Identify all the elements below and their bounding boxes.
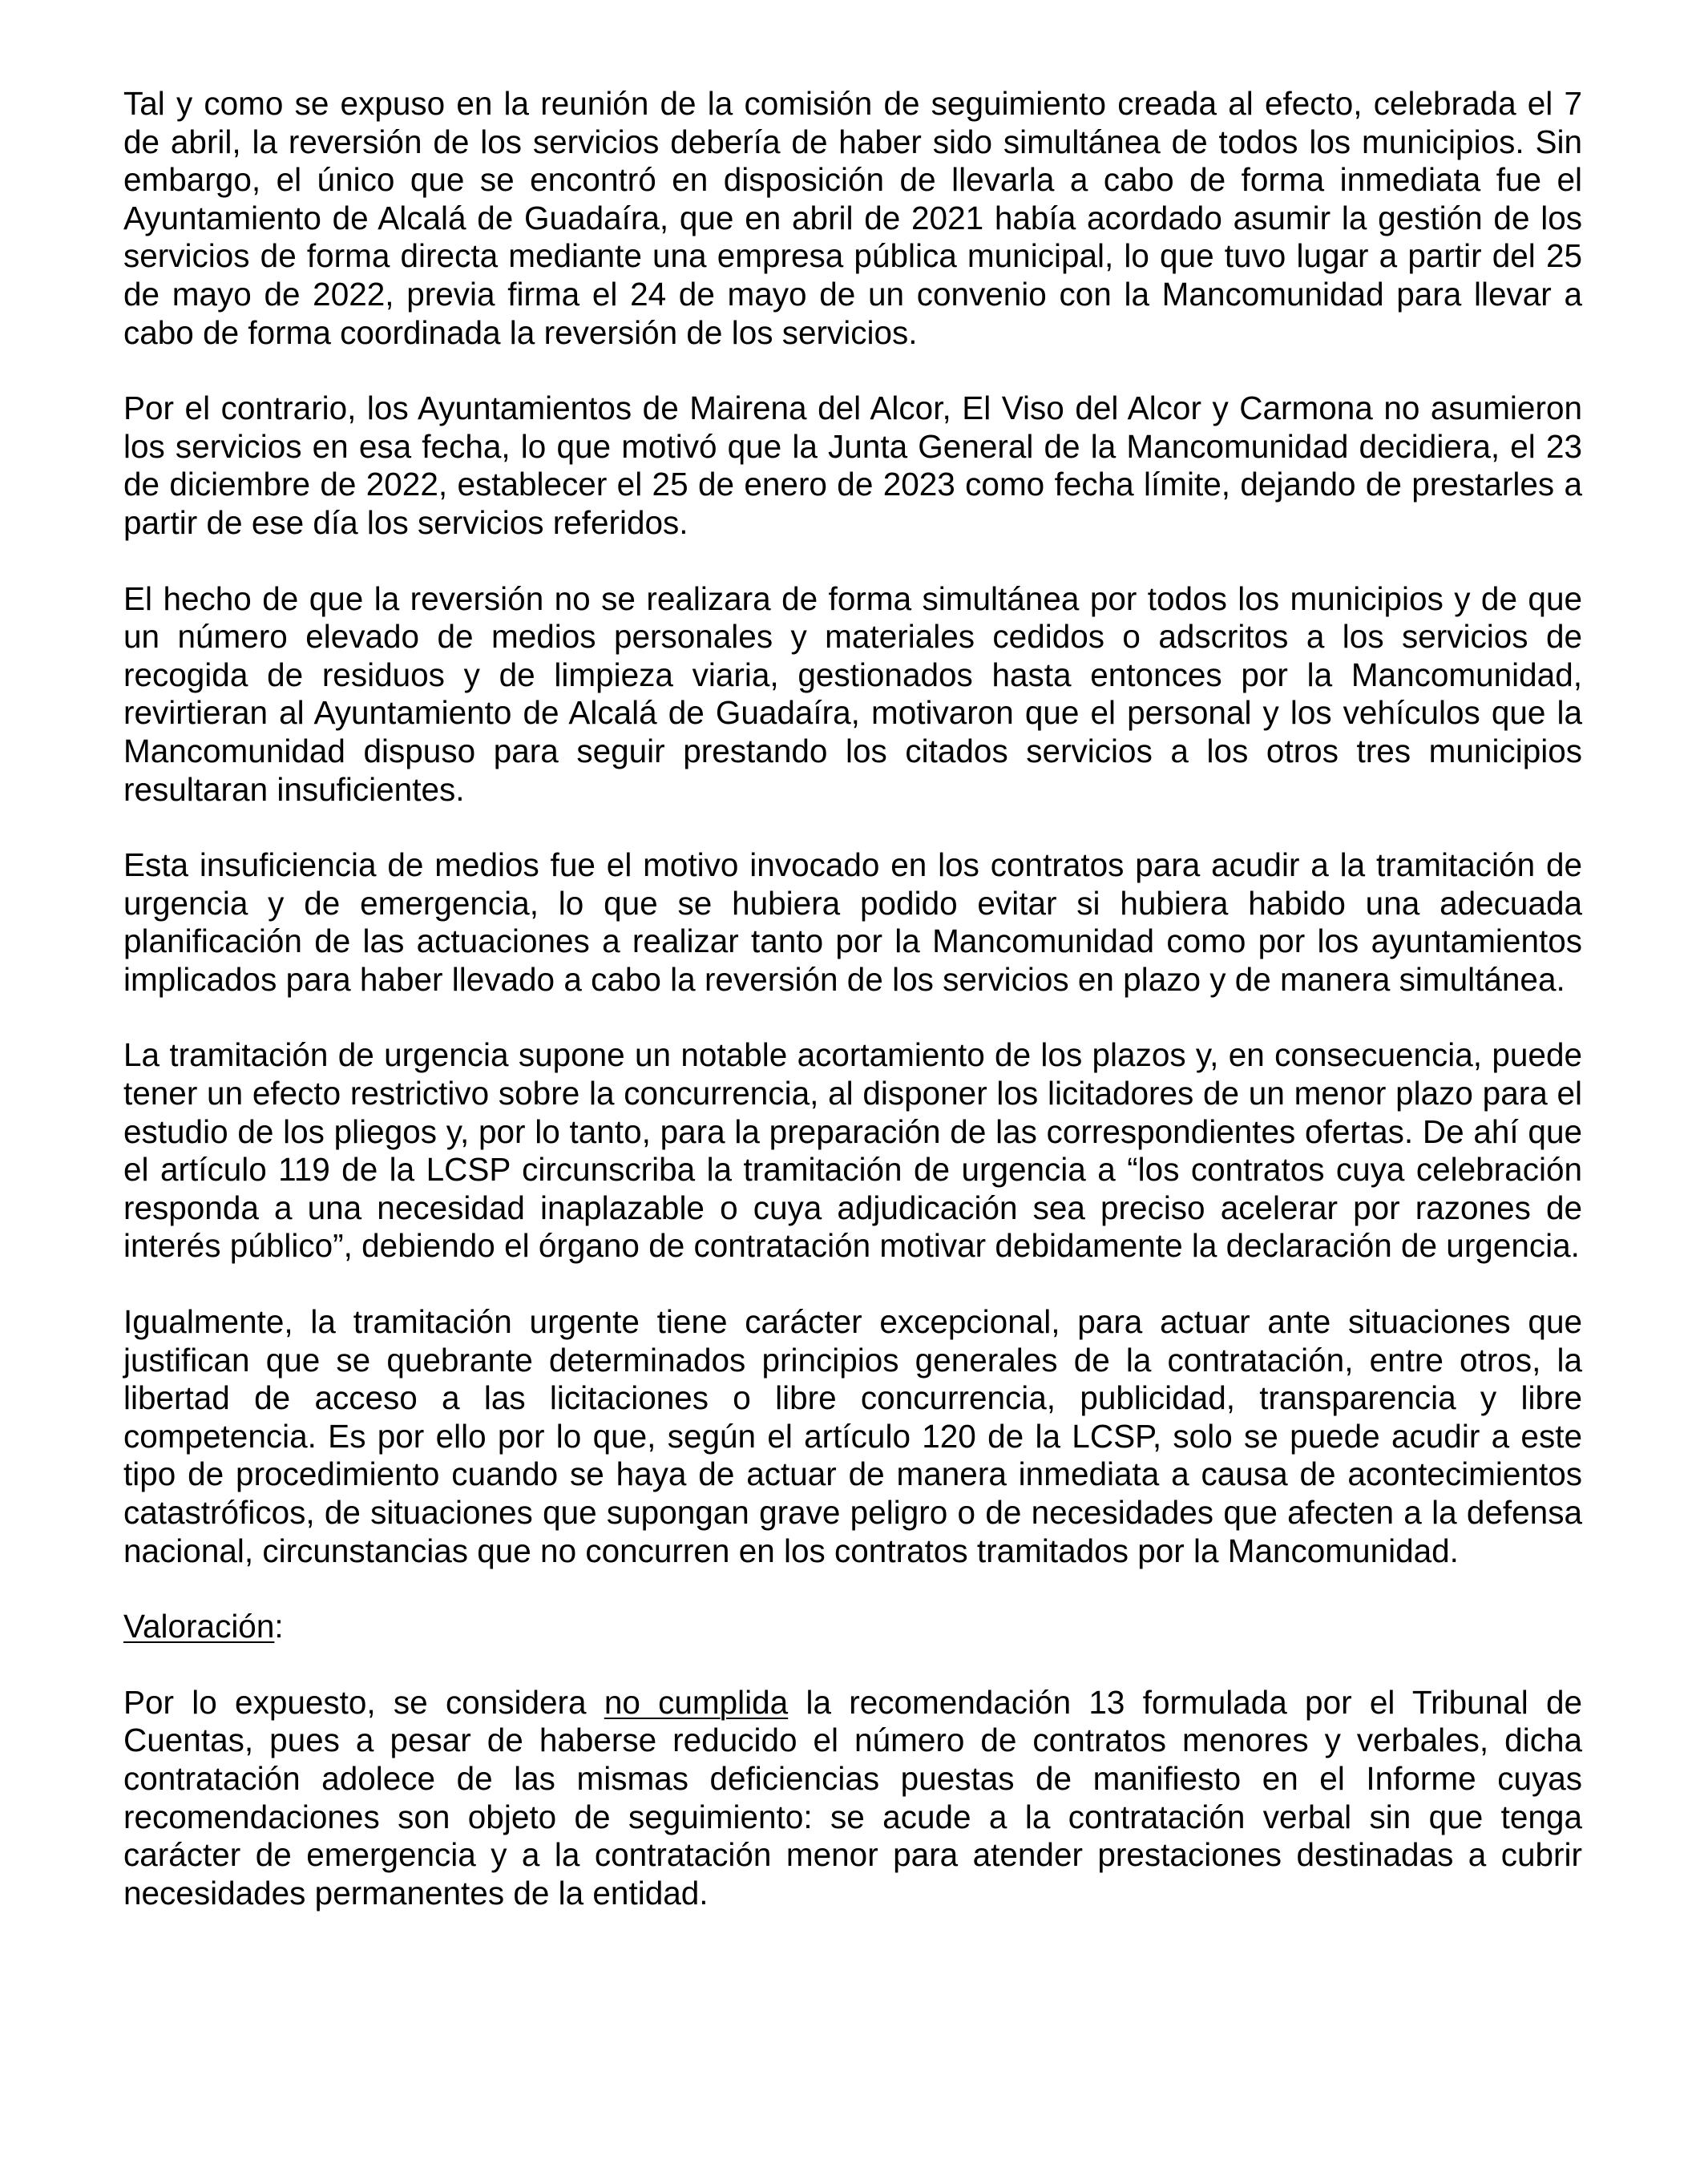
paragraph-reversion-no-simultanea: El hecho de que la reversión no se realizara de forma simultánea por todos los municipios y de que un número elevado de medios personales y materiales cedidos o adscritos a los servicios de recogida de residuos y de limpieza viaria, gestionados hasta entonces por la Mancomunidad, revirtieran al Ayuntamiento de Alcalá de Guadaíra, motivaron que el personal y los vehículos que la Mancomunidad dispuso para seguir prestando los citados servicios a los otros tres municipios resultaran insuficientes. [123,579,1582,808]
conclusion-text-after: la recomendación 13 formulada por el Tribunal de Cuentas, pues a pesar de haberse reducido el número de contratos menores y verbales, dicha contratación adolece de las mismas deficiencias puestas de manifiesto en el Informe cuyas recomendaciones son objeto de seguimiento: se acude a la contratación verbal sin que tenga carácter de emergencia y a la contratación menor para atender prestaciones destinadas a cubrir necesidades permanentes de la entidad. [123,1683,1582,1912]
valoracion-heading [123,1608,1582,1646]
valoracion-heading-text: Valoración [123,1608,275,1645]
paragraph-tramitacion-urgente: Igualmente, la tramitación urgente tiene carácter excepcional, para actuar ante situaciones que justifican que se quebrante determinados principios generales de la contratación, entre otros, la libertad de acceso a las licitaciones o libre concurrencia, publicidad, transparencia y libre competencia. Es por ello por lo que, según el artículo 120 de la LCSP, solo se puede acudir a este tipo de procedimiento cuando se haya de actuar de manera inmediata a causa de acontecimientos catastróficos, de situaciones que supongan grave peligro o de necesidades que afecten a la defensa nacional, circunstancias que no concurren en los contratos tramitados por la Mancomunidad. [123,1303,1582,1569]
valoracion-heading-colon: : [274,1608,284,1645]
paragraph-insuficiencia-medios: Esta insuficiencia de medios fue el motivo invocado en los contratos para acudir a la tramitación de urgencia y de emergencia, lo que se hubiera podido evitar si hubiera habido una adecuada planificación de las actuaciones a realizar tanto por la Mancomunidad como por los ayuntamientos implicados para haber llevado a cabo la reversión de los servicios en plazo y de manera simultánea. [123,846,1582,998]
paragraph-conclusion [123,1684,1582,1913]
paragraph-tramitacion-urgencia: La tramitación de urgencia supone un notable acortamiento de los plazos y, en consecuencia, puede tener un efecto restrictivo sobre la concurrencia, al disponer los licitadores de un menor plazo para el estudio de los pliegos y, por lo tanto, para la preparación de las correspondientes ofertas. De ahí que el artículo 119 de la LCSP circunscriba la tramitación de urgencia a “los contratos cuya celebración responda a una necesidad inaplazable o cuya adjudicación sea preciso acelerar por razones de interés público”, debiendo el órgano de contratación motivar debidamente la declaración de urgencia. [123,1036,1582,1265]
conclusion-text-before: Por lo expuesto, se considera [123,1683,604,1721]
paragraph-ayuntamientos-contrario: Por el contrario, los Ayuntamientos de Mairena del Alcor, El Viso del Alcor y Carmona no asumieron los servicios en esa fecha, lo que motivó que la Junta General de la Mancomunidad decidiera, el 23 de diciembre de 2022, establecer el 25 de enero de 2023 como fecha límite, dejando de prestarles a partir de ese día los servicios referidos. [123,390,1582,541]
paragraph-reversion-servicios: Tal y como se expuso en la reunión de la comisión de seguimiento creada al efecto, celebrada el 7 de abril, la reversión de los servicios debería de haber sido simultánea de todos los municipios. Sin embargo, el único que se encontró en disposición de llevarla a cabo de forma inmediata fue el Ayuntamiento de Alcalá de Guadaíra, que en abril de 2021 había acordado asumir la gestión de los servicios de forma directa mediante una empresa pública municipal, lo que tuvo lugar a partir del 25 de mayo de 2022, previa firma el 24 de mayo de un convenio con la Mancomunidad para llevar a cabo de forma coordinada la reversión de los servicios. [123,85,1582,351]
document-page [123,85,1582,1950]
conclusion-no-cumplida: no cumplida [604,1683,789,1721]
